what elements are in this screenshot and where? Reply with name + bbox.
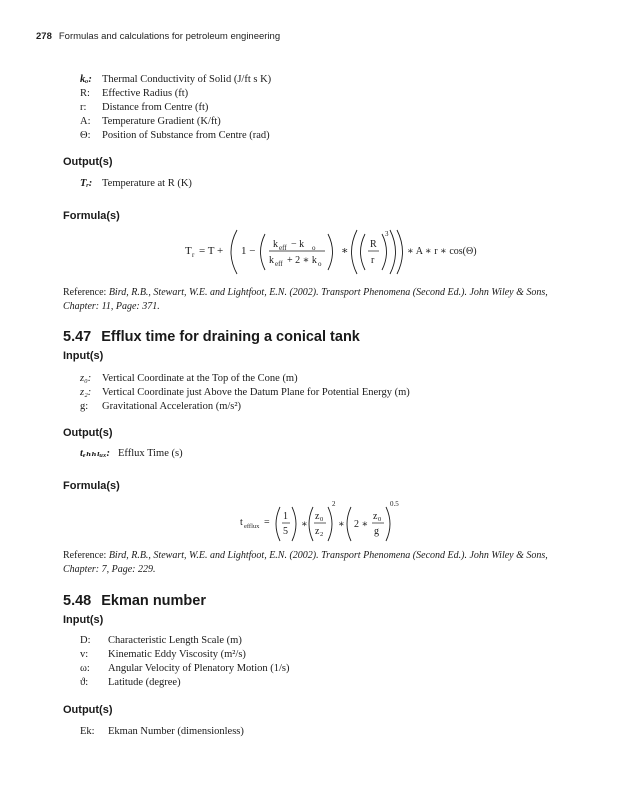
variable-description: Ekman Number (dimensionless) [108,726,244,737]
variable-symbol: z₀: [80,373,92,384]
numerator-k: k [273,239,278,250]
variable-symbol: z₂: [80,387,92,398]
input-heading: Input(s) [63,350,104,362]
left-paren-power [352,230,358,274]
variable-symbol: Θ: [80,130,91,141]
list-item [80,648,290,662]
reference [63,286,583,314]
section-number: 5.47 [63,329,92,345]
list-item [80,634,290,648]
formula-lhs: t [240,517,243,528]
variable-description: Angular Velocity of Plenatory Motion (1/s) [108,663,290,674]
denominator-k: k [269,255,274,266]
formula-temperature [185,224,477,280]
variable-symbol: ϑ: [80,677,89,688]
variable-symbol: ω: [80,663,90,674]
ratio-numerator: z [315,511,320,522]
equation [240,498,410,548]
left-paren-outer [231,230,237,274]
list-item [80,177,192,191]
variable-description: Characteristic Length Scale (m) [108,635,242,646]
input-list [80,372,410,414]
formula-eq: = T + [199,245,224,257]
formula-times: ∗ [338,519,345,530]
reference-citation: Bird, R.B., Stewart, W.E. and Lightfoot, E.N. (2002). Transport Phenomena (Second Ed.). John Wiley & Sons, Chapter: 7, Page: 229. [63,550,548,575]
list-item [80,447,183,461]
list-item [80,129,271,143]
ratio-numerator: R [370,239,377,250]
output-list [80,447,183,461]
fraction-numerator: 1 [283,511,288,522]
formula-lhs: T [185,245,192,257]
sqrt-denominator: g [374,526,379,537]
denominator-rest-sub: o [318,260,322,268]
output-heading: Output(s) [63,427,113,439]
list-item [80,372,410,386]
ratio-denominator: z [315,526,320,537]
input-list-top [80,73,271,143]
list-item [80,676,290,690]
variable-description: Vertical Coordinate at the Top of the Cone (m) [102,373,298,384]
variable-symbol: tₑₕₕₗᵤₓ: [80,448,111,459]
variable-description: Kinematic Eddy Viscosity (m²/s) [108,649,246,660]
list-item [80,400,410,414]
output-list-top [80,177,192,191]
power-exponent: 0.5 [390,500,399,508]
numerator-rest-sub: o [312,244,316,252]
variable-description: Gravitational Acceleration (m/s²) [102,401,242,412]
page-number: 278 [36,31,52,42]
list-item [80,101,271,115]
section-number: 5.48 [63,593,92,609]
formula-tail: ∗ A ∗ r ∗ cos(Θ) [407,246,477,257]
reference-citation: Bird, R.B., Stewart, W.E. and Lightfoot, E.N. (2002). Transport Phenomena (Second Ed.). John Wiley & Sons, Chapter: 11, Page: 371. [63,287,548,312]
list-item [80,73,271,87]
formula-one-minus: 1 − [241,245,256,257]
ratio-exponent: 3 [385,230,389,238]
denominator-k-sub: eff [275,260,283,268]
variable-symbol: r: [80,102,87,113]
left-paren-fraction [261,234,266,270]
running-head [36,31,280,42]
variable-symbol: g: [80,401,89,412]
output-list [80,725,244,739]
variable-description: Efflux Time (s) [118,448,183,459]
variable-description: Distance from Centre (ft) [102,102,209,113]
reference [63,549,583,577]
right-paren [386,507,390,541]
variable-symbol: D: [80,635,91,646]
list-item [80,115,271,129]
ratio-exponent: 2 [332,500,336,508]
sqrt-numerator: z [373,511,378,522]
left-paren [276,507,280,541]
ratio-numerator-sub: 0 [320,516,324,523]
sqrt-numerator-sub: 0 [378,516,382,523]
numerator-rest: − k [291,239,305,250]
output-heading: Output(s) [63,704,113,716]
right-paren-ratio [382,234,387,270]
reference-label: Reference: [63,550,107,561]
numerator-k-sub: eff [279,244,287,252]
list-item [80,87,271,101]
formula-heading: Formula(s) [63,480,120,492]
right-paren [292,507,296,541]
variable-description: Temperature Gradient (K/ft) [102,116,221,127]
variable-symbol: Ek: [80,726,95,737]
right-paren [328,507,332,541]
section-title-text: Ekman number [101,593,206,609]
section-title [63,593,206,609]
variable-description: Position of Substance from Centre (rad) [102,130,270,141]
variable-description: Latitude (degree) [108,677,181,688]
variable-description: Temperature at R (K) [102,178,192,189]
formula-efflux [240,498,410,548]
list-item [80,386,410,400]
list-item [80,662,290,676]
variable-description: Vertical Coordinate just Above the Datum Plane for Potential Energy (m) [102,387,410,398]
ratio-denominator: r [371,255,375,266]
running-title: Formulas and calculations for petroleum engineering [58,31,281,42]
reference-label: Reference: [63,287,107,298]
formula-heading: Formula(s) [63,210,120,222]
output-heading: Output(s) [63,156,113,168]
variable-description: Thermal Conductivity of Solid (J/ft s K) [102,74,272,85]
list-item [80,725,244,739]
right-paren-outer [397,230,403,274]
formula-lhs-sub: efflux [244,523,260,530]
left-paren [347,507,351,541]
variable-symbol: R: [80,88,90,99]
variable-symbol: kₒ: [80,74,92,85]
right-paren-fraction [328,234,333,270]
equation [185,224,477,280]
left-paren-ratio [361,234,366,270]
formula-eq: = [264,517,270,528]
ratio-denominator-sub: 2 [320,531,324,538]
variable-symbol: A: [80,116,91,127]
section-title-text: Efflux time for draining a conical tank [101,329,360,345]
input-heading: Input(s) [63,614,104,626]
input-list [80,634,290,690]
variable-symbol: v: [80,649,89,660]
left-paren [309,507,313,541]
fraction-denominator: 5 [283,526,288,537]
section-title [63,329,360,345]
variable-symbol: Tᵣ: [80,178,93,189]
right-paren-power [390,230,396,274]
formula-times: ∗ [301,519,308,530]
variable-description: Effective Radius (ft) [102,88,189,99]
denominator-rest: + 2 ∗ k [287,255,317,266]
formula-lhs-sub: r [192,251,195,259]
formula-times: ∗ [341,245,349,257]
two-times: 2 ∗ [354,519,369,530]
